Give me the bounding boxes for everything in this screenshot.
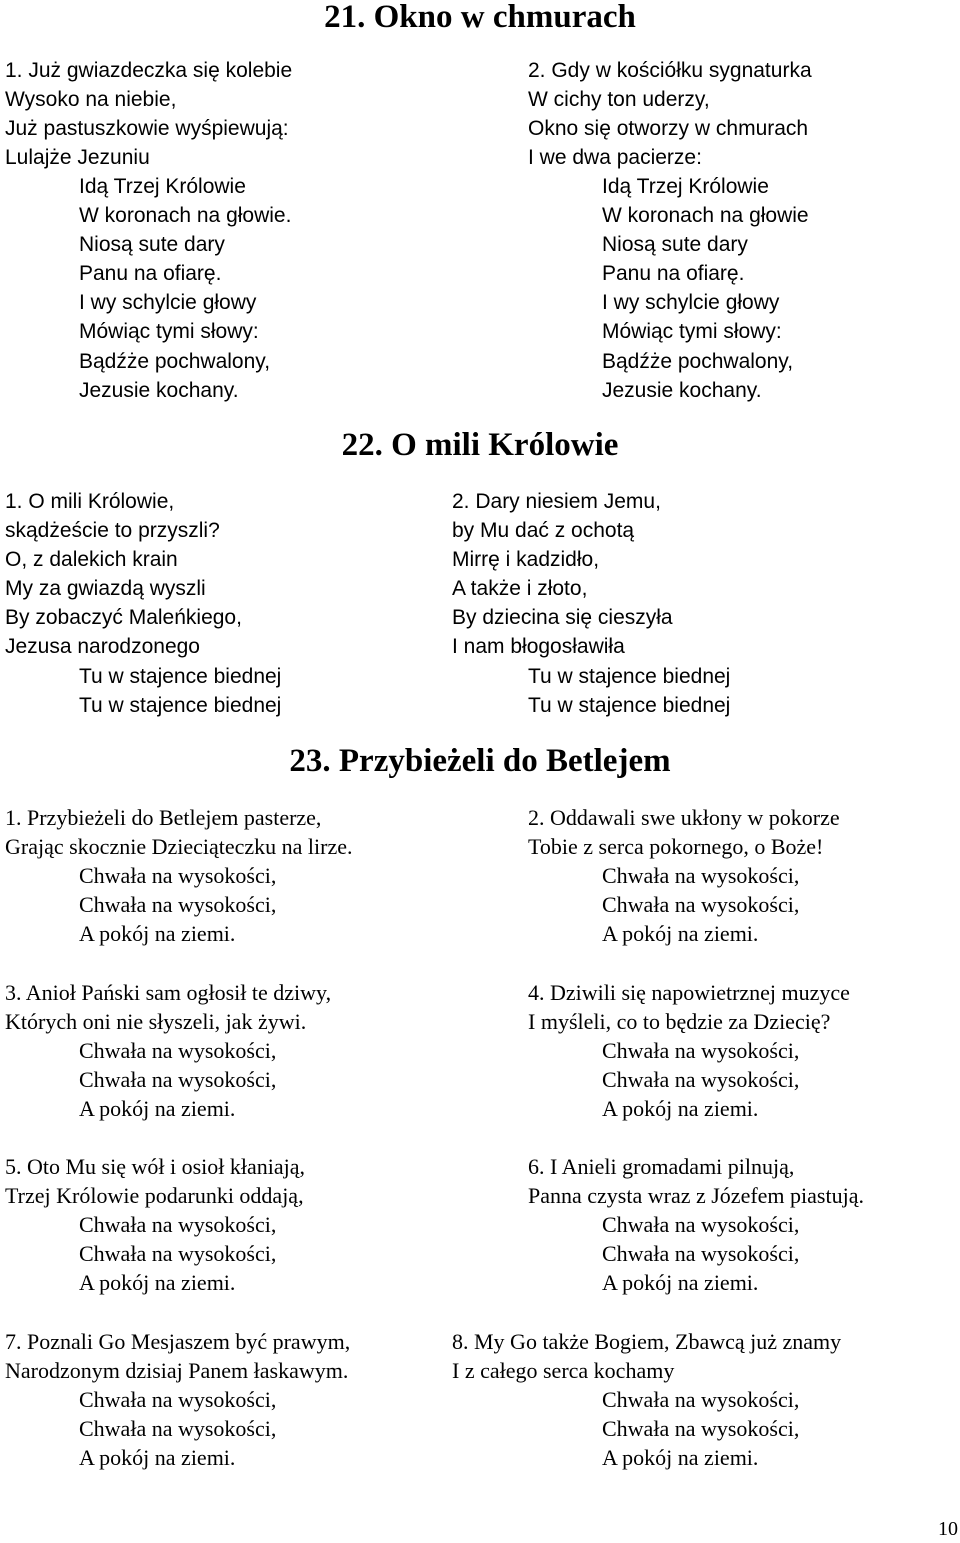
- verse-line: Już pastuszkowie wyśpiewują:: [5, 117, 289, 141]
- chorus-line: Jezusie kochany.: [602, 378, 762, 402]
- chorus-line: Niosą sute dary: [602, 233, 748, 257]
- refrain-line: Chwała na wysokości,: [602, 1038, 800, 1063]
- verse-line: 1. Przybieżeli do Betlejem pasterze,: [5, 805, 322, 830]
- song-21-verse-2-chorus: [602, 172, 809, 405]
- song-23-verse-7: [5, 1327, 350, 1385]
- song-21-verse-2: [528, 56, 812, 172]
- refrain-line: Chwała na wysokości,: [602, 1067, 800, 1093]
- chorus-line: Tu w stajence biednej: [528, 694, 731, 718]
- refrain-line: A pokój na ziemi.: [79, 1270, 236, 1296]
- chorus-line: I wy schylcie głowy: [602, 291, 780, 315]
- chorus-line: Niosą sute dary: [79, 233, 225, 257]
- song-23-verse-8: [452, 1327, 841, 1385]
- verse-line: 1. Już gwiazdeczka się kolebie: [5, 59, 293, 82]
- verse-line: 2. Dary niesiem Jemu,: [452, 490, 661, 513]
- song-23-refrain-6: [602, 1210, 799, 1297]
- verse-line: I nam błogosławiła: [452, 635, 625, 659]
- song-23-verse-4: [528, 978, 850, 1036]
- verse-line: O, z dalekich krain: [5, 548, 178, 572]
- verse-line: My za gwiazdą wyszli: [5, 577, 206, 601]
- refrain-line: Chwała na wysokości,: [602, 1416, 800, 1442]
- verse-line: Jezusa narodzonego: [5, 635, 200, 659]
- song-21-verse-1-chorus: [79, 172, 291, 405]
- refrain-line: A pokój na ziemi.: [79, 921, 236, 947]
- verse-line: 2. Gdy w kościółku sygnaturka: [528, 59, 812, 82]
- song-23-refrain-7: [79, 1385, 276, 1472]
- song-22-verse-2-chorus: [528, 662, 730, 720]
- verse-line: Tobie z serca pokornego, o Boże!: [528, 834, 824, 860]
- refrain-line: Chwała na wysokości,: [602, 1212, 800, 1237]
- verse-line: I myśleli, co to będzie za Dziecię?: [528, 1009, 831, 1035]
- chorus-line: Jezusie kochany.: [79, 378, 239, 402]
- chorus-line: Panu na ofiarę.: [602, 262, 745, 286]
- verse-line: 7. Poznali Go Mesjaszem być prawym,: [5, 1329, 351, 1354]
- verse-line: 1. O mili Królowie,: [5, 490, 175, 513]
- refrain-line: Chwała na wysokości,: [79, 1387, 277, 1412]
- verse-line: 6. I Anieli gromadami pilnują,: [528, 1154, 795, 1179]
- verse-line: I we dwa pacierze:: [528, 146, 702, 170]
- verse-line: by Mu dać z ochotą: [452, 519, 635, 543]
- refrain-line: A pokój na ziemi.: [602, 1096, 759, 1122]
- verse-line: Panna czysta wraz z Józefem piastują.: [528, 1183, 864, 1209]
- refrain-line: Chwała na wysokości,: [602, 892, 800, 918]
- refrain-line: A pokój na ziemi.: [602, 1270, 759, 1296]
- chorus-line: W koronach na głowie.: [79, 204, 292, 228]
- song-23-verse-1: [5, 803, 353, 861]
- refrain-line: Chwała na wysokości,: [602, 863, 800, 888]
- song-22-title: 22. O mili Królowie: [341, 427, 619, 463]
- verse-line: A także i złoto,: [452, 577, 588, 601]
- song-22-verse-1-chorus: [79, 662, 281, 720]
- verse-line: skądżeście to przyszli?: [5, 519, 220, 543]
- song-21-verse-1: [5, 56, 292, 172]
- verse-line: Okno się otworzy w chmurach: [528, 117, 809, 141]
- refrain-line: A pokój na ziemi.: [79, 1096, 236, 1122]
- chorus-line: I wy schylcie głowy: [79, 291, 257, 315]
- song-23-refrain-8: [602, 1385, 799, 1472]
- verse-line: I z całego serca kochamy: [452, 1358, 675, 1384]
- refrain-line: Chwała na wysokości,: [79, 1212, 277, 1237]
- chorus-line: Mówiąc tymi słowy:: [79, 320, 259, 344]
- verse-line: Narodzonym dzisiaj Panem łaskawym.: [5, 1358, 349, 1384]
- song-23-refrain-3: [79, 1036, 276, 1123]
- song-22-verse-2: [452, 487, 673, 662]
- chorus-line: Panu na ofiarę.: [79, 262, 222, 286]
- verse-line: Trzej Królowie podarunki oddają,: [5, 1183, 304, 1209]
- page-number: 10: [938, 1518, 958, 1540]
- verse-line: W cichy ton uderzy,: [528, 88, 710, 112]
- chorus-line: Bądźże pochwalony,: [79, 349, 271, 373]
- refrain-line: Chwała na wysokości,: [79, 1241, 277, 1267]
- chorus-line: Tu w stajence biednej: [79, 694, 282, 718]
- verse-line: Których oni nie słyszeli, jak żywi.: [5, 1009, 307, 1035]
- song-22-verse-1: [5, 487, 242, 662]
- chorus-line: Idą Trzej Królowie: [602, 175, 769, 198]
- chorus-line: Tu w stajence biednej: [79, 665, 282, 688]
- song-23-title: 23. Przybieżeli do Betlejem: [289, 743, 671, 779]
- refrain-line: Chwała na wysokości,: [602, 1387, 800, 1412]
- song-23-verse-3: [5, 978, 331, 1036]
- verse-line: Grając skocznie Dzieciąteczku na lirze.: [5, 834, 353, 860]
- verse-line: 8. My Go także Bogiem, Zbawcą już znamy: [452, 1329, 842, 1354]
- refrain-line: Chwała na wysokości,: [79, 1038, 277, 1063]
- refrain-line: A pokój na ziemi.: [602, 1445, 759, 1471]
- verse-line: By zobaczyć Maleńkiego,: [5, 606, 242, 630]
- verse-line: 5. Oto Mu się wół i osioł kłaniają,: [5, 1154, 306, 1179]
- verse-line: 4. Dziwili się napowietrznej muzyce: [528, 980, 850, 1005]
- chorus-line: W koronach na głowie: [602, 204, 809, 228]
- verse-line: Wysoko na niebie,: [5, 88, 177, 112]
- song-23-verse-6: [528, 1152, 864, 1210]
- chorus-line: Tu w stajence biednej: [528, 665, 731, 688]
- refrain-line: Chwała na wysokości,: [79, 1416, 277, 1442]
- verse-line: 3. Anioł Pański sam ogłosił te dziwy,: [5, 980, 332, 1005]
- verse-line: By dziecina się cieszyła: [452, 606, 673, 630]
- refrain-line: Chwała na wysokości,: [79, 863, 277, 888]
- refrain-line: Chwała na wysokości,: [602, 1241, 800, 1267]
- song-23-refrain-4: [602, 1036, 799, 1123]
- chorus-line: Mówiąc tymi słowy:: [602, 320, 782, 344]
- chorus-line: Bądźże pochwalony,: [602, 349, 794, 373]
- song-23-verse-2: [528, 803, 840, 861]
- refrain-line: Chwała na wysokości,: [79, 892, 277, 918]
- song-21-title: 21. Okno w chmurach: [324, 0, 636, 35]
- song-23-refrain-2: [602, 861, 799, 948]
- refrain-line: Chwała na wysokości,: [79, 1067, 277, 1093]
- verse-line: Mirrę i kadzidło,: [452, 548, 600, 572]
- refrain-line: A pokój na ziemi.: [602, 921, 759, 947]
- song-23-verse-5: [5, 1152, 305, 1210]
- song-23-refrain-5: [79, 1210, 276, 1297]
- refrain-line: A pokój na ziemi.: [79, 1445, 236, 1471]
- verse-line: Lulajże Jezuniu: [5, 146, 150, 170]
- verse-line: 2. Oddawali swe ukłony w pokorze: [528, 805, 840, 830]
- chorus-line: Idą Trzej Królowie: [79, 175, 246, 198]
- song-23-refrain-1: [79, 861, 276, 948]
